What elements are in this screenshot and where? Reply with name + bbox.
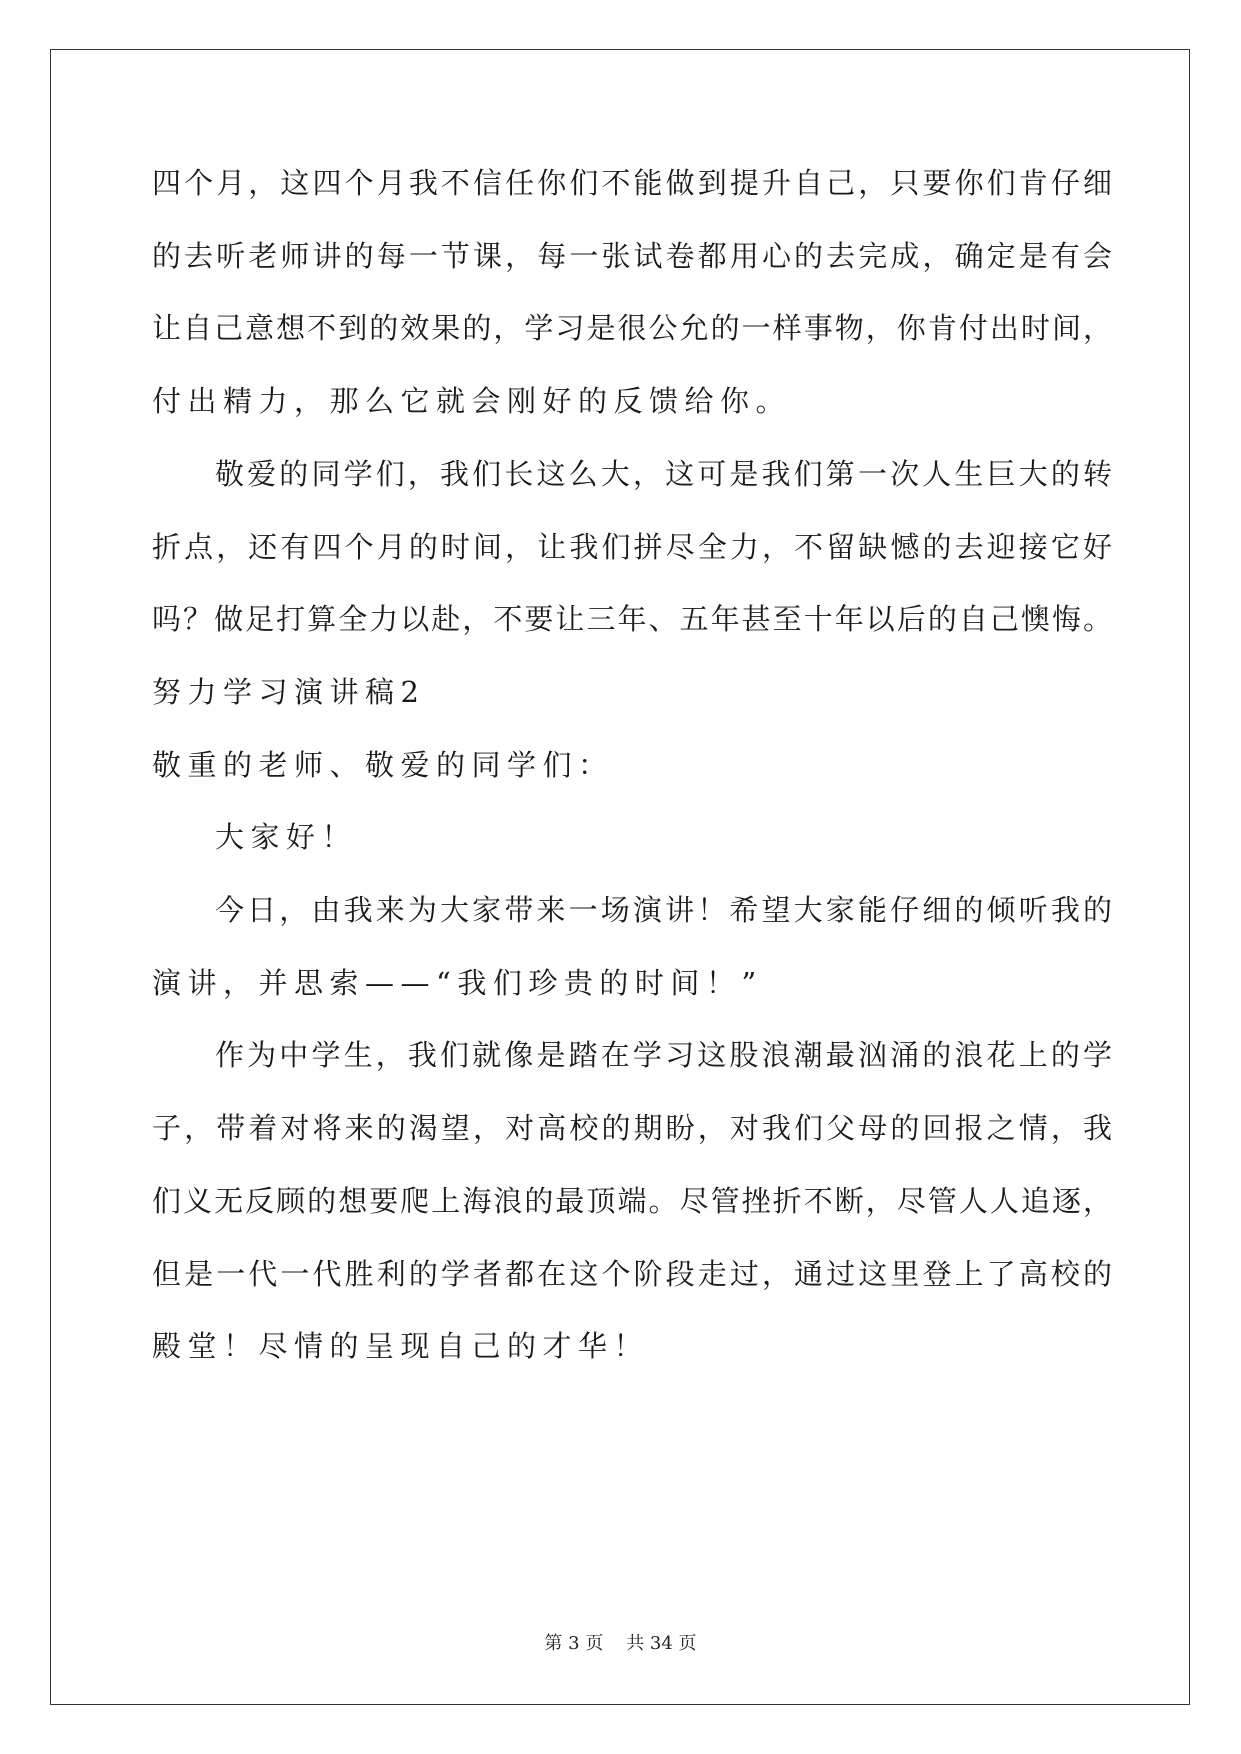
text-line: 付出精力，那么它就会刚好的反馈给你。	[152, 384, 792, 419]
text-line: 殿堂！尽情的呈现自己的才华！	[152, 1329, 650, 1364]
text-line: 四个月，这四个月我不信任你们不能做到提升自己，只要你们肯仔细	[152, 166, 1112, 200]
text-line: 作为中学生，我们就像是踏在学习这股浪潮最汹涌的浪花上的学	[215, 1038, 1112, 1073]
page-number-footer: 第 3 页 共 34 页	[544, 1633, 697, 1654]
salutation: 敬重的老师、敬爱的同学们：	[152, 747, 614, 782]
page-border	[50, 49, 1190, 1705]
text-line: 演讲，并思索——“我们珍贵的时间！”	[152, 965, 763, 1000]
text-line: 的去听老师讲的每一节课，每一张试卷都用心的去完成，确定是有会	[152, 238, 1112, 273]
greeting: 大家好！	[215, 820, 358, 855]
section-heading: 努力学习演讲稿2	[152, 674, 426, 709]
text-line: 让自己意想不到的效果的，学习是很公允的一样事物，你肯付出时间，	[152, 311, 1112, 346]
text-line: 吗？做足打算全力以赴，不要让三年、五年甚至十年以后的自己懊悔。	[152, 602, 1112, 637]
text-line: 子，带着对将来的渴望，对高校的期盼，对我们父母的回报之情，我	[152, 1111, 1112, 1146]
text-line: 敬爱的同学们，我们长这么大，这可是我们第一次人生巨大的转	[215, 456, 1112, 491]
text-line: 折点，还有四个月的时间，让我们拼尽全力，不留缺憾的去迎接它好	[152, 529, 1112, 564]
text-line: 今日，由我来为大家带来一场演讲！希望大家能仔细的倾听我的	[215, 893, 1112, 927]
text-line: 们义无反顾的想要爬上海浪的最顶端。尽管挫折不断，尽管人人追逐，	[152, 1183, 1112, 1218]
text-line: 但是一代一代胜利的学者都在这个阶段走过，通过这里登上了高校的	[152, 1256, 1112, 1291]
